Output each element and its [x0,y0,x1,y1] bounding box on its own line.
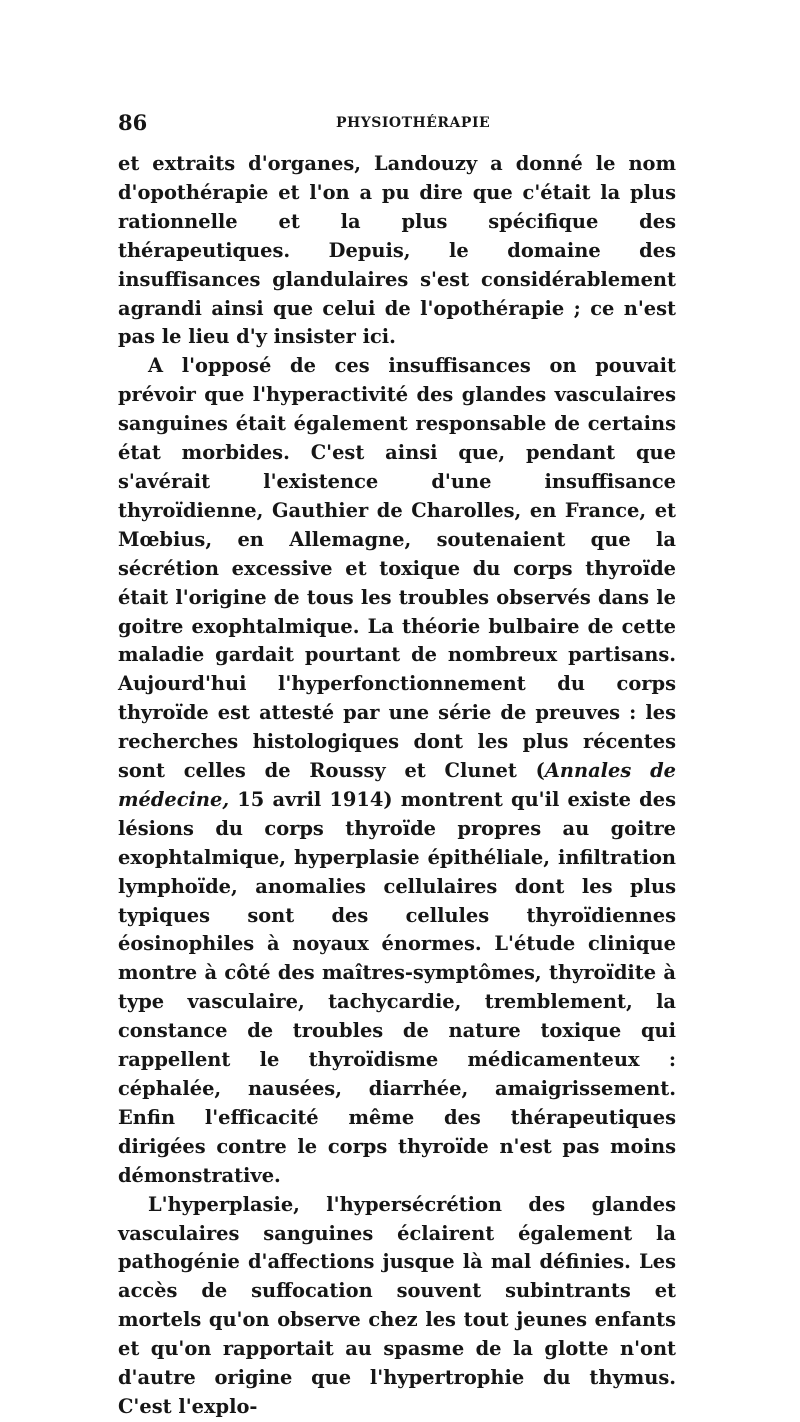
running-header [118,110,676,142]
paragraph-2 [118,352,676,1190]
paragraph-1: et extraits d'organes, Landouzy a donné le nom d'opothérapie et l'on a pu dire que c'était la plus rationnelle et la plus spécifique des thérapeutiques. Depuis, le domaine des insuffisances glandulaires s'est considérablement agrandi ainsi que celui de l'opothérapie ; ce n'est pas le lieu d'y insister ici. [118,152,676,349]
paragraph-2-text-before: A l'opposé de ces insuffisances on pouvait prévoir que l'hyperactivité des glandes vasculaires sanguines était également responsable de certains état morbides. C'est ainsi que, pendant que s'avérait l'existence d'une insuffisance thyroïdienne, Gauthier de Charolles, en France, et Mœbius, en Allemagne, soutenaient que la sécrétion excessive et toxique du corps thyroïde était l'origine de tous les troubles observés dans le goitre exophtalmique. La théorie bulbaire de cette maladie gardait pourtant de nombreux partisans. Aujourd'hui l'hyperfonctionnement du corps thyroïde est attesté par une série de preuves : les recherches histologiques dont les plus récentes sont celles de Roussy et Clunet ( [118,354,676,783]
journal-title-italic: Annales de médecine, [118,759,676,811]
body-text [118,150,676,1422]
paragraph-3: L'hyperplasie, l'hypersécrétion des glandes vasculaires sanguines éclairent également la pathogénie d'affections jusque là mal définies. Les accès de suffocation souvent subintrants et mortels qu'on observe chez les tout jeunes enfants et qu'on rapportait au spasme de la glotte n'ont d'autre origine que l'hypertrophie du thymus. C'est l'explo- [118,1192,676,1418]
book-page [118,110,676,1422]
paragraph-2-text-after: 15 avril 1914) montrent qu'il existe des lésions du corps thyroïde propres au goitre exophtalmique, hyperplasie épithéliale, infiltration lymphoïde, anomalies cellulaires dont les plus typiques sont des cellules thyroïdiennes éosinophiles à noyaux énormes. L'étude clinique montre à côté des maîtres-symptômes, thyroïdite à type vasculaire, tachycardie, tremblement, la constance de troubles de nature toxique qui rappellent le thyroïdisme médicamenteux : céphalée, nausées, diarrhée, amaigrissement. Enfin l'efficacité même des thérapeutiques dirigées contre le corps thyroïde n'est pas moins démonstrative. [118,787,676,1187]
page-number: 86 [118,110,148,135]
running-title: PHYSIOTHÉRAPIE [336,115,491,131]
